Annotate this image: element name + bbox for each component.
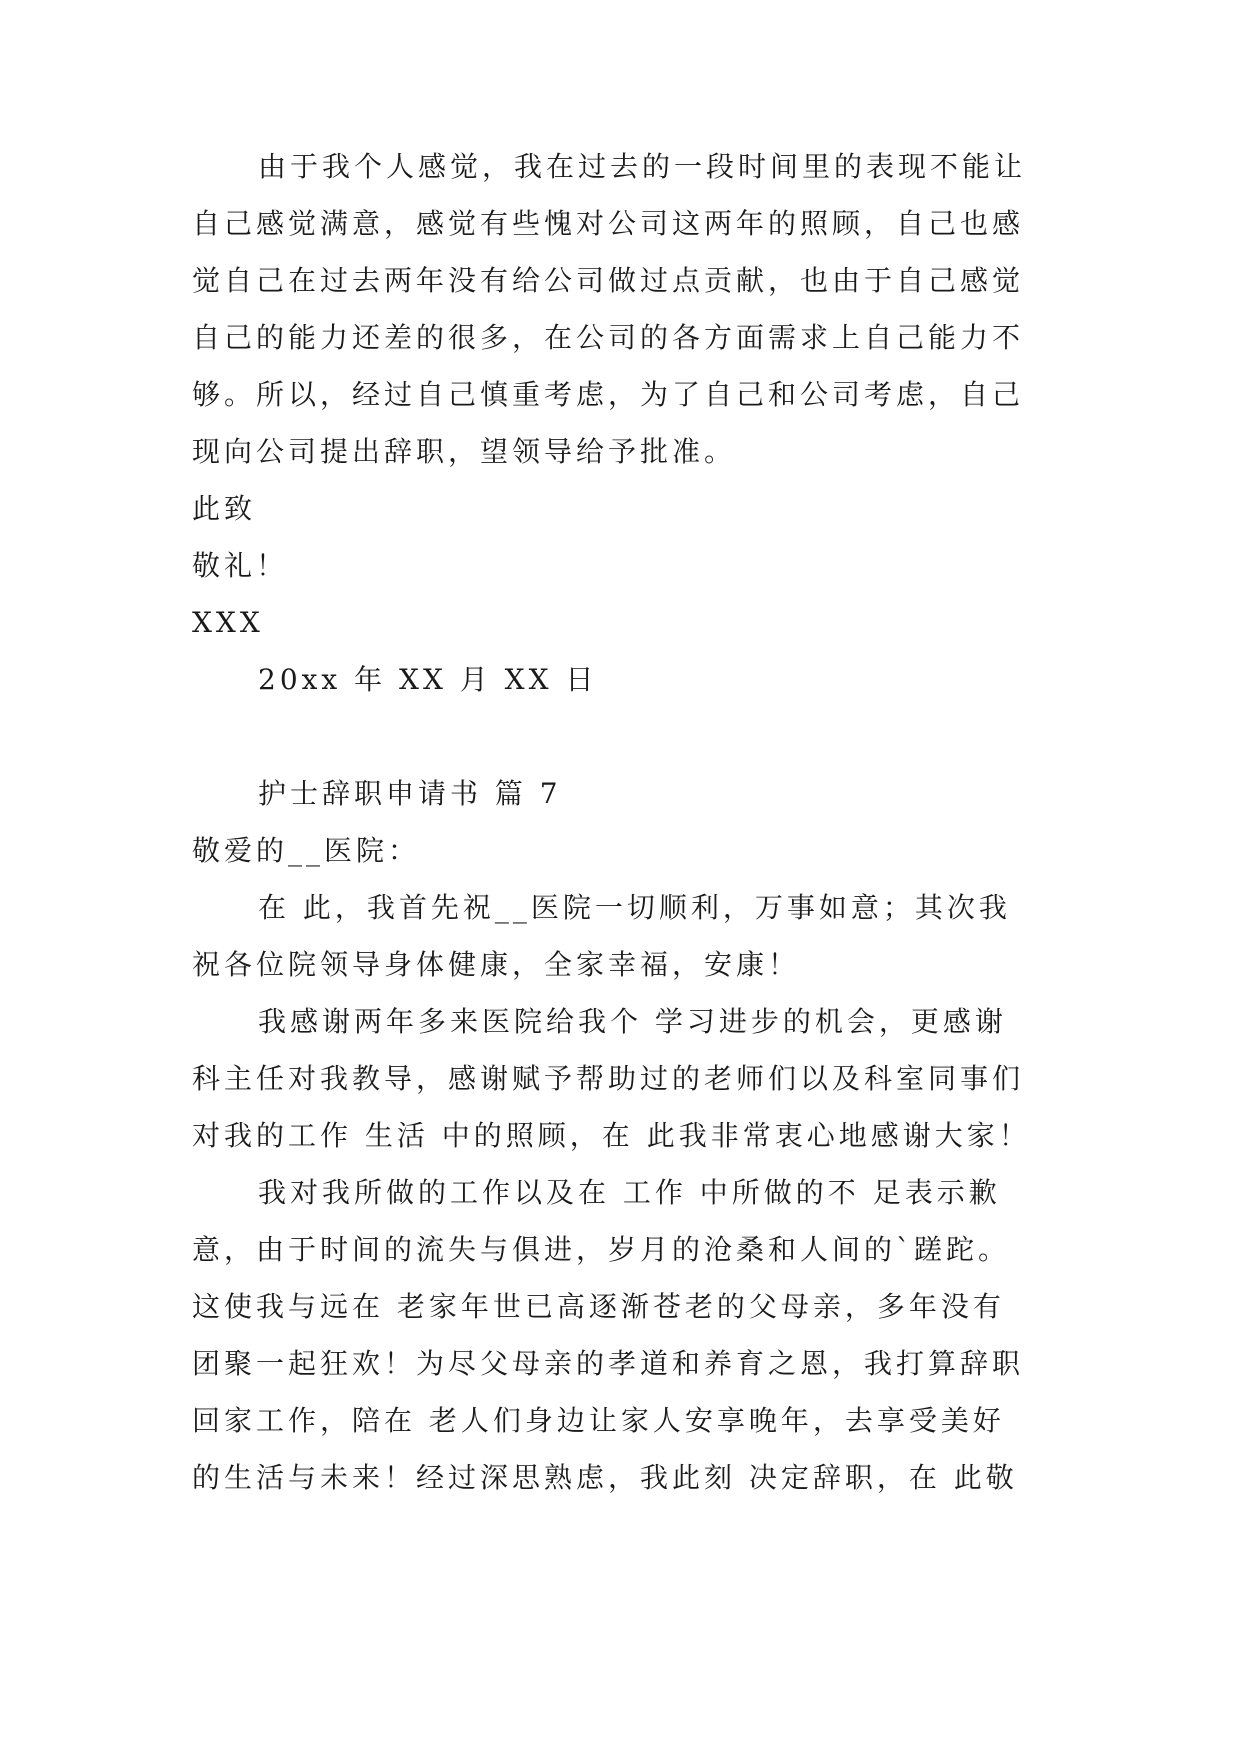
section-title: 护士辞职申请书 篇 7: [258, 777, 562, 810]
text-line: 够。所以，经过自己慎重考虑，为了自己和公司考虑，自己: [192, 378, 1025, 411]
text-line: 我感谢两年多来医院给我个 学习进步的机会，更感谢: [258, 1005, 1007, 1038]
closing-regards: 敬礼！: [192, 549, 289, 582]
text-line: 由于我个人感觉，我在过去的一段时间里的表现不能让: [258, 150, 1027, 183]
text-line: 现向公司提出辞职，望领导给予批准。: [192, 435, 737, 468]
text-line: 对我的工作 生活 中的照顾，在 此我非常衷心地感谢大家！: [192, 1119, 1031, 1152]
signature-date: 20xx 年 XX 月 XX 日: [258, 663, 598, 696]
signature-name: XXX: [192, 606, 264, 639]
text-line: 这使我与远在 老家年世已高逐渐苍老的父母亲，多年没有: [192, 1290, 1005, 1323]
text-line: 觉自己在过去两年没有给公司做过点贡献，也由于自己感觉: [192, 264, 1025, 297]
closing-salutation: 此致: [192, 492, 257, 525]
text-line: 自己的能力还差的很多，在公司的各方面需求上自己能力不: [192, 321, 1025, 354]
text-line: 我对我所做的工作以及在 工作 中所做的不 足表示歉: [258, 1176, 1001, 1209]
text-line: 回家工作，陪在 老人们身边让家人安享晚年，去享受美好: [192, 1404, 1005, 1437]
text-line: 自己感觉满意，感觉有些愧对公司这两年的照顾，自己也感: [192, 207, 1025, 240]
text-line: 祝各位院领导身体健康，全家幸福，安康！: [192, 948, 801, 981]
text-line: 在 此，我首先祝__医院一切顺利，万事如意；其次我: [258, 891, 1011, 924]
text-line: 团聚一起狂欢！为尽父母亲的孝道和养育之恩，我打算辞职: [192, 1347, 1025, 1380]
text-line: 意，由于时间的流失与俱进，岁月的沧桑和人间的`蹉跎。: [192, 1233, 1011, 1266]
text-line: 的生活与未来！经过深思熟虑，我此刻 决定辞职，在 此敬: [192, 1461, 1018, 1494]
greeting: 敬爱的__医院：: [192, 834, 421, 867]
text-line: 科主任对我教导，感谢赋予帮助过的老师们以及科室同事们: [192, 1062, 1025, 1095]
